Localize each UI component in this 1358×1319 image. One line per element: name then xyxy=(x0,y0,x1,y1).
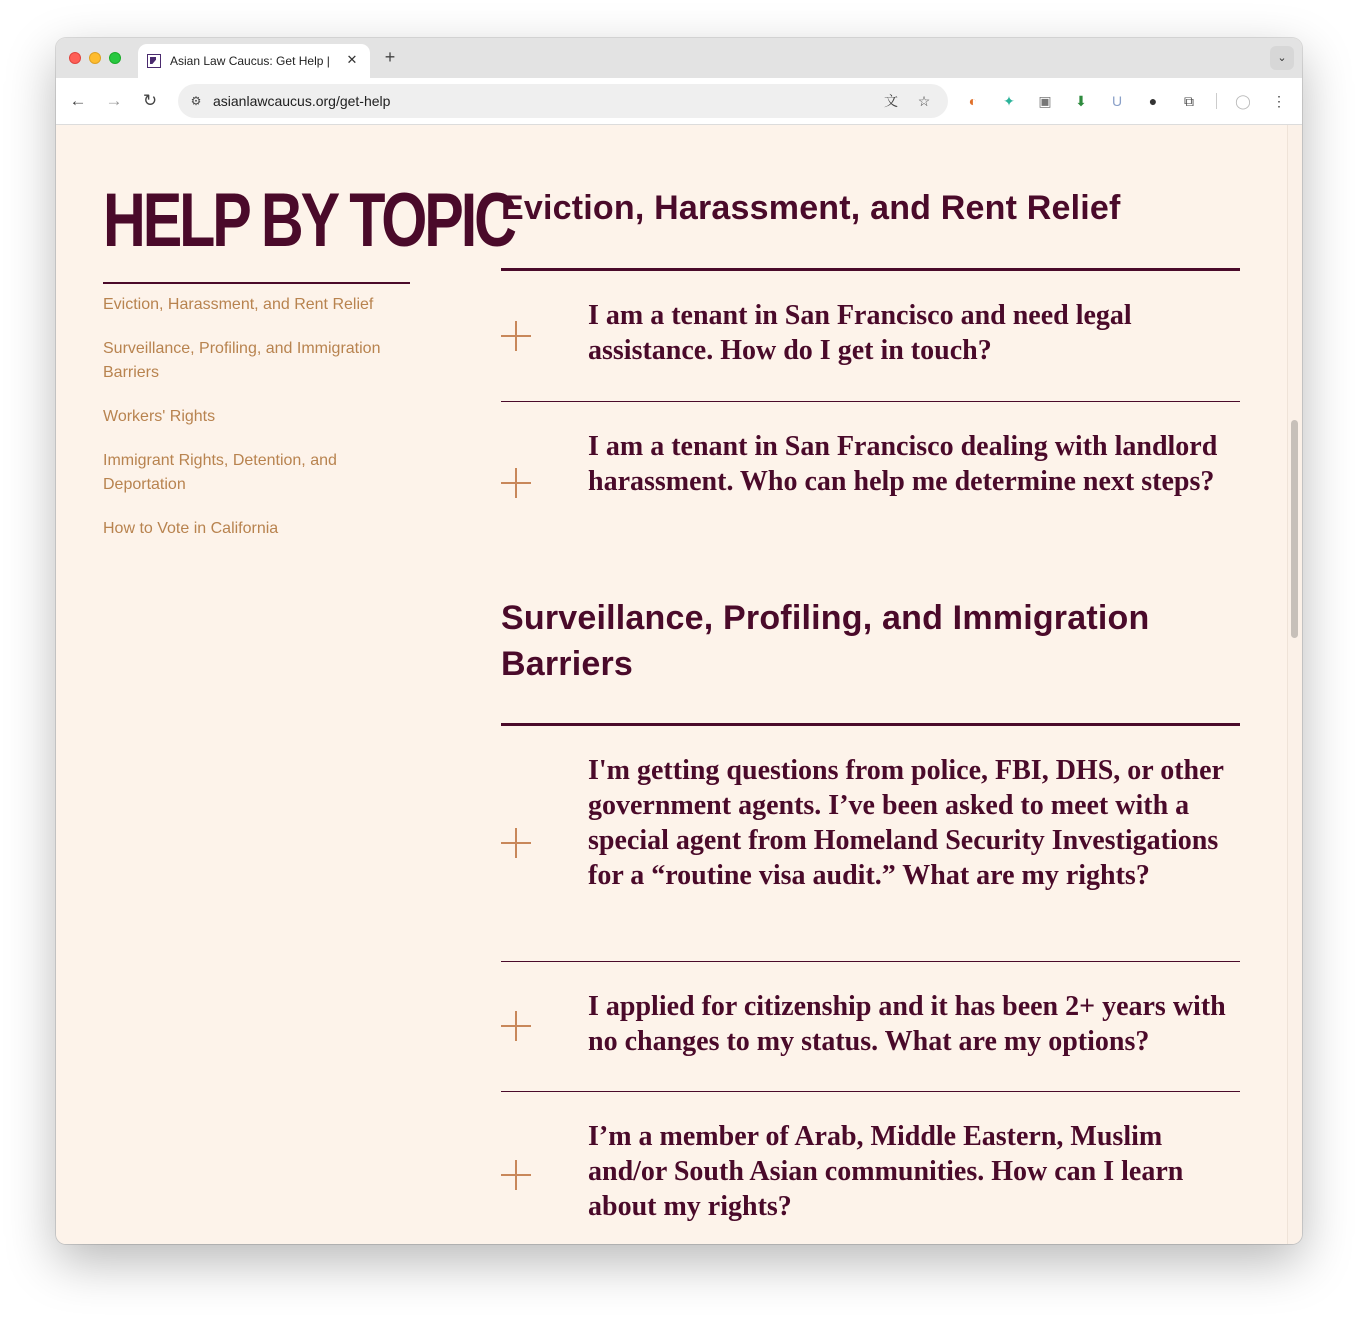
expand-plus-icon[interactable] xyxy=(501,321,531,351)
tab-close-icon[interactable]: ✕ xyxy=(346,52,358,67)
expand-plus-icon[interactable] xyxy=(501,828,531,858)
extension-icon-3[interactable]: ▣ xyxy=(1038,93,1052,109)
faq-item[interactable] xyxy=(501,402,1240,577)
faq-question[interactable]: I’m a member of Arab, Middle Eastern, Muslim and/or South Asian communities. How can I learn about my rights? xyxy=(588,1121,1184,1222)
browser-toolbar xyxy=(56,78,1302,125)
extension-icon-2[interactable]: ✦ xyxy=(1003,93,1015,109)
back-button[interactable]: ← xyxy=(69,91,87,110)
page-title: HELP BY TOPIC xyxy=(103,178,514,263)
forward-button[interactable]: → xyxy=(105,91,123,110)
browser-menu-icon[interactable]: ⋮ xyxy=(1272,93,1286,109)
extension-icon-1[interactable]: ◐ xyxy=(968,93,978,109)
expand-plus-icon[interactable] xyxy=(501,1011,531,1041)
site-favicon-icon xyxy=(147,54,161,68)
bookmark-star-icon[interactable]: ☆ xyxy=(917,93,931,109)
expand-plus-icon[interactable] xyxy=(501,1160,531,1190)
site-settings-icon[interactable]: ⚙ xyxy=(190,94,202,108)
topic-link-immigrant-rights[interactable]: Immigrant Rights, Detention, and Deportation xyxy=(103,452,337,493)
active-tab[interactable] xyxy=(138,44,370,78)
faq-question[interactable]: I am a tenant in San Francisco dealing with landlord harassment. Who can help me determine next steps? xyxy=(588,431,1218,497)
topic-navigation xyxy=(103,293,410,561)
faq-item[interactable] xyxy=(501,962,1240,1092)
topic-link-surveillance[interactable]: Surveillance, Profiling, and Immigration Barriers xyxy=(103,340,381,381)
browser-window xyxy=(56,38,1302,1244)
extension-icon-5[interactable]: U xyxy=(1111,93,1123,109)
close-window-button[interactable] xyxy=(69,52,81,64)
section-heading: Surveillance, Profiling, and Immigration Barriers xyxy=(501,599,1150,683)
topic-link-eviction[interactable]: Eviction, Harassment, and Rent Relief xyxy=(103,296,374,313)
translate-icon[interactable]: 文 xyxy=(884,93,898,109)
faq-item[interactable] xyxy=(501,271,1240,402)
page-content xyxy=(56,125,1288,1244)
faq-item[interactable] xyxy=(501,726,1240,962)
topic-link-workers-rights[interactable]: Workers' Rights xyxy=(103,408,216,425)
toolbar-separator xyxy=(1216,93,1217,109)
faq-question[interactable]: I applied for citizenship and it has been 2+ years with no changes to my status. What are my options? xyxy=(588,991,1226,1057)
section-heading: Eviction, Harassment, and Rent Relief xyxy=(501,189,1121,227)
new-tab-button[interactable]: + xyxy=(384,47,396,67)
faq-item[interactable] xyxy=(501,1092,1240,1244)
profile-avatar-icon[interactable]: ◯ xyxy=(1235,93,1251,109)
expand-plus-icon[interactable] xyxy=(501,468,531,498)
address-bar[interactable] xyxy=(178,84,948,118)
tab-search-button[interactable]: ⌄ xyxy=(1270,46,1294,70)
minimize-window-button[interactable] xyxy=(89,52,101,64)
maximize-window-button[interactable] xyxy=(109,52,121,64)
extensions-puzzle-icon[interactable]: ⧉ xyxy=(1184,93,1194,109)
faq-question[interactable]: I'm getting questions from police, FBI, DHS, or other government agents. I’ve been asked to meet with a special agent from Homeland Security Investigations for a “routine visa audit.” What are my rights? xyxy=(588,755,1224,891)
scrollbar-thumb[interactable] xyxy=(1291,420,1298,638)
tab-strip xyxy=(56,38,1302,78)
sidebar-divider xyxy=(103,282,410,284)
extension-icon-6[interactable]: ● xyxy=(1148,93,1158,109)
url-text[interactable]: asianlawcaucus.org/get-help xyxy=(213,93,391,109)
topic-link-vote[interactable]: How to Vote in California xyxy=(103,520,279,537)
reload-button[interactable]: ↻ xyxy=(142,91,158,110)
page-scrollbar[interactable] xyxy=(1287,125,1302,1244)
extension-icon-4[interactable]: ⬇ xyxy=(1075,93,1087,109)
faq-question[interactable]: I am a tenant in San Francisco and need legal assistance. How do I get in touch? xyxy=(588,300,1132,366)
tab-title: Asian Law Caucus: Get Help | xyxy=(170,54,330,68)
